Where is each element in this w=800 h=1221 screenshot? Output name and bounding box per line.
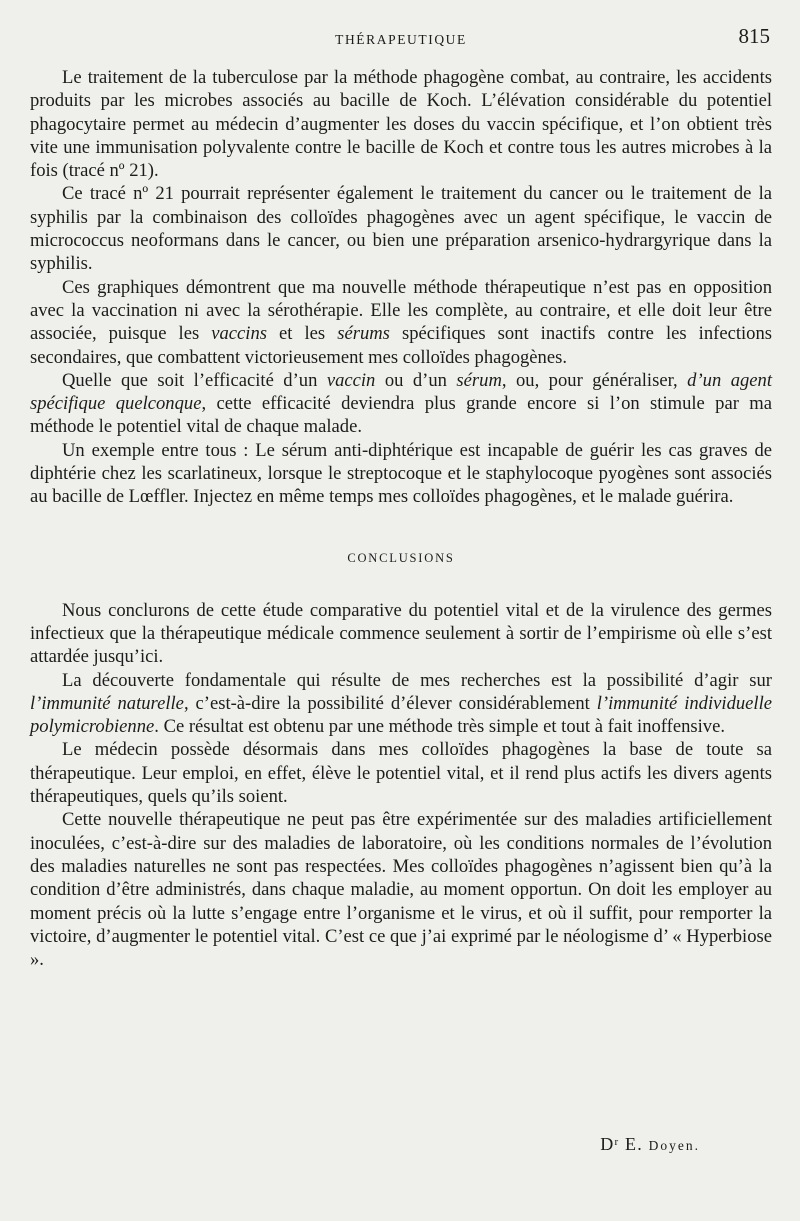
conclusion-paragraph-2 (30, 669, 772, 739)
paragraph-text: . Ce résultat est obtenu par une méthode très simple et tout à fait inoffensive. (154, 716, 726, 738)
conclusion-paragraph-3 (30, 738, 772, 808)
italic-text: vaccin (326, 369, 376, 391)
paragraph-text: Un exemple entre tous : Le sérum anti-diphtérique est incapable de guérir les cas graves de diphtérie chez les scarlatineux, lorsque le streptocoque et le staphylocoque pyogènes sont associés au bacille de Lœffler. Injectez en même temps mes colloïdes phagogènes, et le malade guérira. (30, 439, 772, 508)
paragraph-text: spécifiques sont inactifs contre les infections secondaires, que combattent victorieusement mes colloïdes phagogènes. (30, 323, 772, 368)
paragraph-4 (30, 369, 772, 439)
italic-text: vaccins (211, 323, 267, 345)
paragraph-text: , c’est-à-dire la possibilité d’élever considérablement (183, 692, 597, 714)
body-text (30, 66, 772, 971)
paragraph-text: ou d’un (375, 369, 457, 391)
paragraph-3 (30, 276, 772, 369)
paragraph-2 (30, 182, 772, 275)
signature-title-superscript: r (614, 1136, 620, 1148)
paragraph-text: Le médecin possède désormais dans mes colloïdes phagogènes la base de toute sa thérapeutique. Leur emploi, en effet, élève le potentiel vital, et il rend plus actifs les divers agents thérapeutiques, quels qu’ils soient. (30, 739, 772, 808)
signature-surname: Doyen. (648, 1138, 700, 1153)
running-header (30, 22, 772, 56)
paragraph-text: , cette efficacité deviendra plus grande encore si l’on stimule par ma méthode le potentiel vital de chaque malade. (30, 393, 772, 438)
running-title: THÉRAPEUTIQUE (335, 32, 467, 47)
conclusion-paragraph-list (30, 599, 772, 972)
italic-text: sérums (337, 323, 390, 345)
signature-title: D (600, 1134, 615, 1154)
italic-text: sérum (456, 369, 502, 391)
italic-text: d’un agent spécifique quelconque (30, 369, 773, 415)
italic-text: l’immunité naturelle (30, 692, 184, 714)
paragraph-text: et les (267, 323, 338, 345)
paragraph-text: Nous conclurons de cette étude comparative du potentiel vital et de la virulence des germes infectieux que la thérapeutique médicale commence seulement à sortir de l’empirisme où elle s’est attardée jusqu’ici. (30, 599, 772, 668)
paragraph-text: Le traitement de la tuberculose par la méthode phagogène combat, au contraire, les accidents produits par les microbes associés au bacille de Koch. L’élévation considérable du potentiel phagocytaire permet au médecin d’augmenter les doses du vaccin spécifique, et l’on obtient très vite une immunisation polyvalente contre le bacille de Koch et contre tous les autres microbes à la fois (tracé nº 21). (30, 67, 772, 182)
document-page (30, 22, 772, 1202)
paragraph-text: Ces graphiques démontrent que ma nouvelle méthode thérapeutique n’est pas en opposition avec la vaccination ni avec la sérothérapie. Elle les complète, au contraire, et elle doit leur être associée, puisque les (30, 276, 772, 345)
author-signature (600, 1134, 700, 1155)
paragraph-list (30, 66, 772, 509)
conclusion-paragraph-4 (30, 808, 772, 971)
section-heading: CONCLUSIONS (347, 550, 455, 565)
page-number: 815 (738, 24, 770, 48)
paragraph-5 (30, 439, 772, 509)
paragraph-text: Ce tracé nº 21 pourrait représenter également le traitement du cancer ou le traitement de la syphilis par la combinaison des colloïdes phagogènes avec un agent spécifique, le vaccin de micrococcus neoformans dans le cancer, ou bien une préparation arsenico-hydrargyrique dans la syphilis. (30, 183, 772, 275)
conclusion-paragraph-1 (30, 599, 772, 669)
italic-text: l’immunité individuelle polymicrobienne (30, 692, 772, 738)
paragraph-text: , ou, pour généraliser, (501, 369, 688, 391)
paragraph-1 (30, 66, 772, 182)
paragraph-text: Cette nouvelle thérapeutique ne peut pas être expérimentée sur des maladies artificiellement inoculées, c’est-à-dire sur des maladies de laboratoire, où les conditions normales de l’évolution des maladies naturelles ne sont pas respectées. Mes colloïdes phagogènes n’agissent bien qu’à la condition d’être administrés, dans chaque maladie, au moment opportun. On doit les employer au moment précis où la lutte s’engage entre l’organisme et le virus, et où il suffit, pour remporter la victoire, d’augmenter le potentiel vital. C’est ce que j’ai exprimé par le néologisme d’ « Hyperbiose ». (30, 809, 772, 971)
paragraph-text: La découverte fondamentale qui résulte de mes recherches est la possibilité d’agir sur (62, 669, 772, 691)
signature-initial: E. (625, 1134, 643, 1154)
paragraph-text: Quelle que soit l’efficacité d’un (62, 369, 327, 391)
